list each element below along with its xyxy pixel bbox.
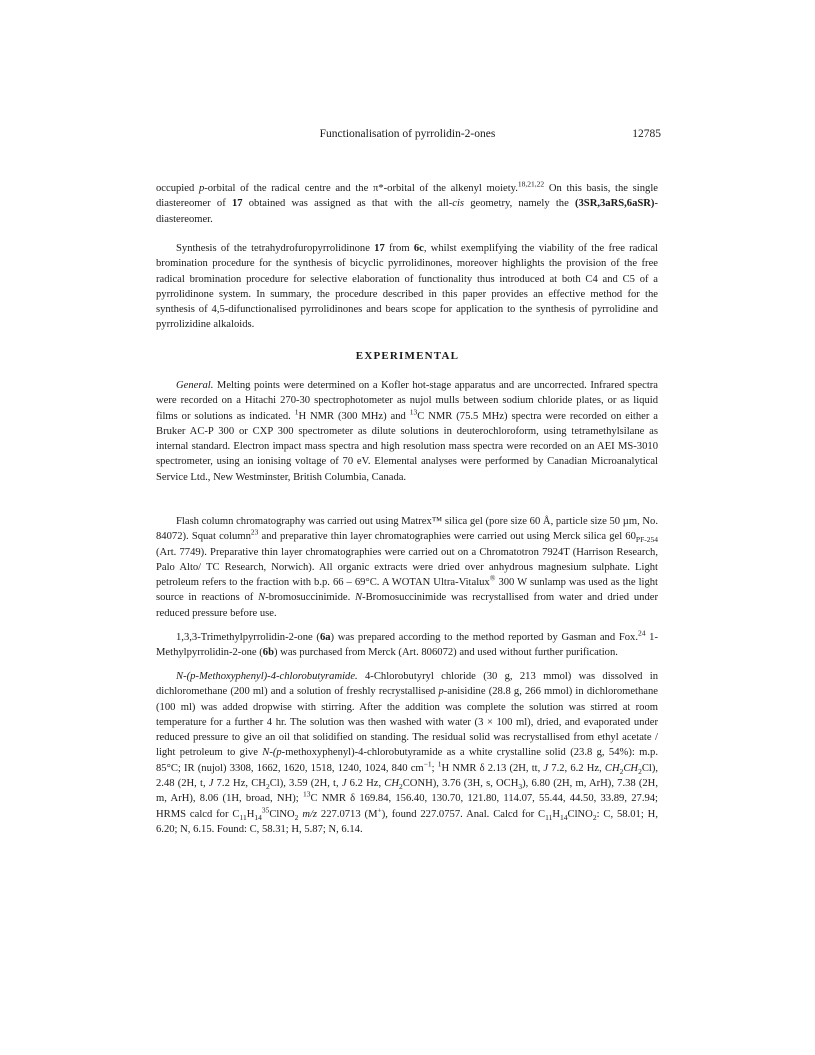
compound-title: N-(p-Methoxyphenyl)-4-chlorobutyramide. [176,671,358,682]
paragraph-chromatography: Flash column chromatography was carried out using Matrex™ silica gel (pore size 60 Å, particle size 50 µm, No. 84072). Squat column$^{23}$ and preparative thin layer chromatographies were carried out using Merck silica gel $60_{PF-254}$ (Art. 7749). Preparative thin layer chromatographies were carried out on a Chromatotron 7924T (Harrison Research, Palo Alto/ TC Research, Norwich). All organic extracts were dried over anhydrous magnesium sulphate. Light petroleum refers to the fraction with b.p. 66 – 69°C. A WOTAN Ultra-Vitalux® 300 W sunlamp was used as the light source in reactions of N-bromosuccinimide. N-Bromosuccinimide was recrystallised from water and dried under reduced pressure before use. [156,516,658,619]
page-number: 12785 [632,128,661,140]
section-heading: EXPERIMENTAL [355,350,460,362]
paragraph-general-methods: General. Melting points were determined on a Kofler hot-stage apparatus and are uncorrected. Infrared spectra were recorded on a Hitachi 270-30 spectrophotometer as nujol mulls between sodium chloride plates, or as liquid films or solutions as indicated. $^1$H NMR (300 MHz) and $^{13}$C NMR (75.5 MHz) spectra were recorded on either a Bruker AC-P 300 or CXP 300 spectrometer as dilute solutions in deuterochloroform, using tetramethylsilane as internal standard. Electron impact mass spectra and high resolution mass spectra were recorded on an AEI MS-3010 spectrometer, using an ionising voltage of 70 eV. Elemental analyses were performed by Canadian Microanalytical Service Ltd., New Westminster, British Columbia, Canada. [156,380,658,483]
reference-superscript: 24 [637,628,646,638]
paragraph-procedure-chlorobutyramide: N-(p-Methoxyphenyl)-4-chlorobutyramide. 4-Chlorobutyryl chloride (30 g, 213 mmol) was dissolved in dichloromethane (200 ml) and a solution of freshly recrystallised p-anisidine (28.8 g, 266 mmol) in dichloromethane (100 ml) was added dropwise with stirring. After the addition was complete the solution was stirred at room temperature for a further 4 hr. The solution was then washed with water (3 × 100 ml), dried, and evaporated under reduced pressure to give an oil that solidified on standing. The residual solid was recrystallised from ethyl acetate / light petroleum to give N-(p-methoxyphenyl)-4-chlorobutyramide as a white crystalline solid (23.8 g, 54%): m.p. 85°C; IR (nujol) 3308, 1662, 1620, 1518, 1240, 1024, 840 $cm^{-1}$; $^1$H NMR δ 2.13 (2H, tt, J 7.2, 6.2 Hz, $CH_2CH_2Cl$), 2.48 (2H, t, J 7.2 Hz, $CH_2Cl$), 3.59 (2H, t, J 6.2 Hz, $CH_2CONH$), 3.76 (3H, s, $OCH_3$), 6.80 (2H, m, ArH), 7.38 (2H, m, ArH), 8.06 (1H, broad, NH); $^{13}$C NMR δ 169.84, 156.40, 130.70, 121.80, 114.07, 55.44, 44.50, 33.89, 27.94; HRMS calcd for $C_{11}H_{14}^{35}ClNO_2$ m/z 227.0713 (M+), found 227.0757. Anal. Calcd for $C_{11}H_{14}ClNO_2$: C, 58.01; H, 6.20; N, 6.15. Found: C, 58.31; H, 5.87; N, 6.14. [156,671,659,835]
paragraph-stereochemistry-conclusion: occupied p-orbital of the radical centre and the π*-orbital of the alkenyl moiety.$^{18,21,22}$ On this basis, the single diastereomer of 17 obtained was assigned as that with the all-cis geometry, namely the (3SR,3aRS,6aSR)-diastereomer. [156,179,658,225]
paragraph-starting-materials: 1,3,3-Trimethylpyrrolidin-2-one (6a) was prepared according to the method reported by Gasman and Fox.$^{24}$ 1-Methylpyrrolidin-2-one (6b) was purchased from Merck (Art. 806072) and used without further purification. [156,628,658,659]
reference-superscript: 23 [250,527,259,537]
reference-superscript: 18,21,22 [517,179,545,189]
paragraph-summary: Synthesis of the tetrahydrofuropyrrolidinone 17 from 6c, whilst exemplifying the viability of the free radical bromination procedure for the synthesis of bicyclic pyrrolidinones, moreover highlights the provision of the free radical bromination procedure for selective elaboration of functionality thus introduced at both C4 and C5 of a pyrrolidinone system. In summary, the procedure described in this paper provides an effective method for the synthesis of 4,5-difunctionalised pyrrolidinones and bears scope for application to the synthesis of pyrrolidine and pyrrolizidine alkaloids. [156,243,658,331]
running-title: Functionalisation of pyrrolidin-2-ones [319,128,496,140]
